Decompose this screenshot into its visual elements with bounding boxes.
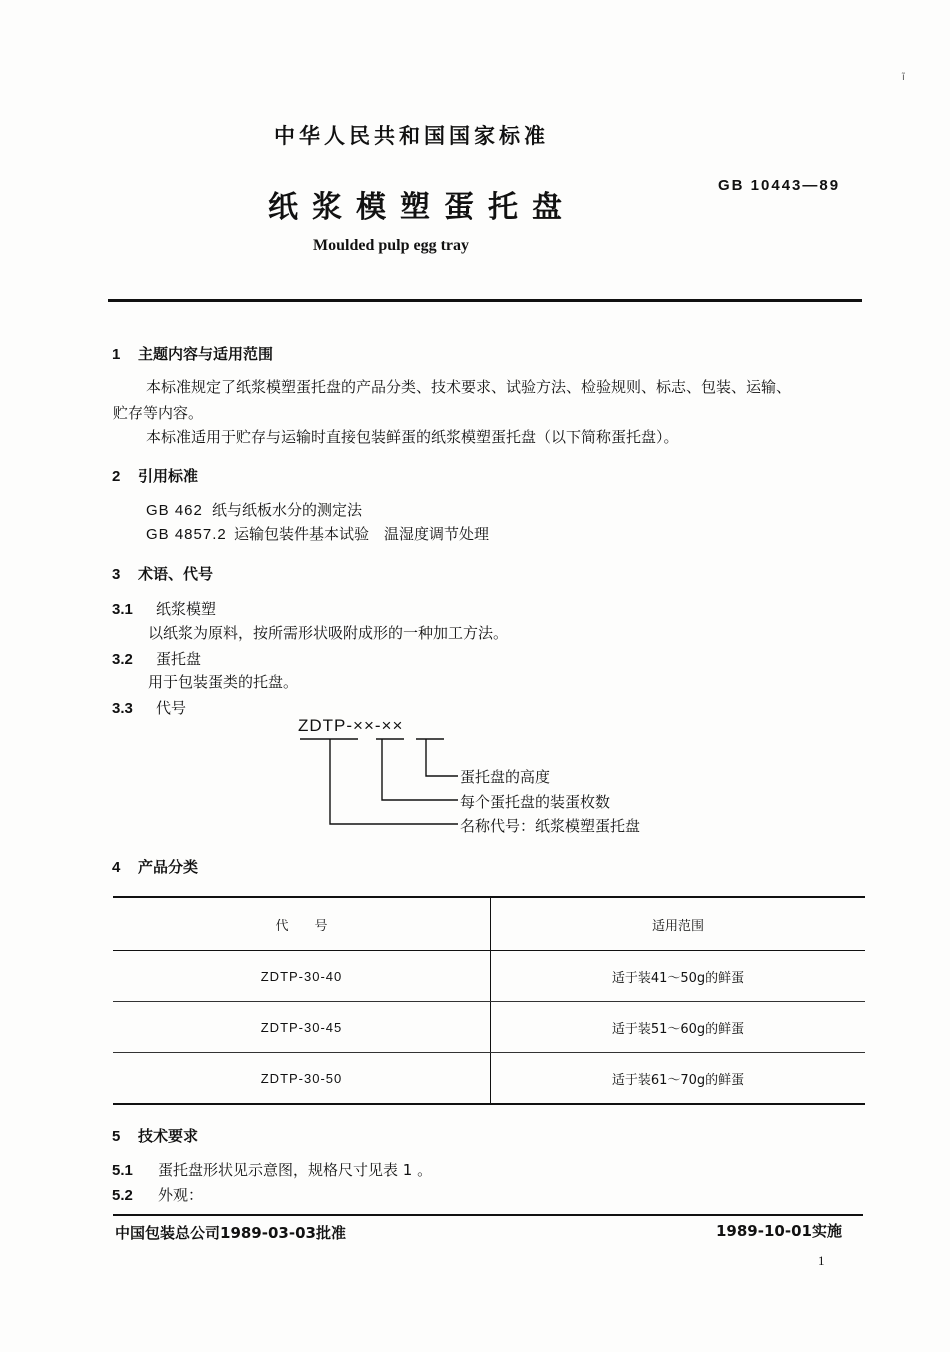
cell-scope: 适于装51～60g的鲜蛋 <box>491 1002 866 1053</box>
bottom-rule <box>113 1214 863 1216</box>
reference-item <box>146 523 489 544</box>
section-5-heading <box>112 1125 198 1146</box>
reference-name: 纸与纸板水分的测定法 <box>212 501 363 519</box>
section-title: 术语、代号 <box>138 565 214 583</box>
effective-date: 1989-10-01实施 <box>716 1222 842 1240</box>
table-row <box>113 1002 865 1053</box>
code-label-height: 蛋托盘的高度 <box>460 768 551 786</box>
s3-1-text: 以纸浆为原料，按所需形状吸附成形的一种加工方法。 <box>148 624 509 642</box>
table-header-row <box>113 897 865 951</box>
reference-name: 运输包装件基本试验 温湿度调节处理 <box>234 525 490 543</box>
section-number: 5 <box>112 1128 121 1145</box>
code-label-count: 每个蛋托盘的装蛋枚数 <box>460 793 611 811</box>
section-title: 技术要求 <box>138 1127 199 1145</box>
subsection-number: 5.1 <box>112 1162 133 1179</box>
subsection-3-1-heading <box>112 598 216 619</box>
page-number: 1 <box>818 1253 825 1268</box>
section-number: 4 <box>112 859 121 876</box>
leader-height <box>426 739 458 776</box>
header-scope: 适用范围 <box>491 897 866 951</box>
section-title: 产品分类 <box>138 858 199 876</box>
subsection-number: 3.2 <box>112 651 133 668</box>
leader-count <box>382 739 458 800</box>
product-classification-table <box>113 896 865 1105</box>
header-code: 代 号 <box>113 897 491 951</box>
section-number: 1 <box>112 346 121 363</box>
subsection-title: 纸浆模塑 <box>156 600 217 618</box>
leader-name <box>330 739 458 824</box>
cell-scope: 适于装61～70g的鲜蛋 <box>491 1053 866 1105</box>
s1-paragraph-2: 本标准适用于贮存与运输时直接包装鲜蛋的纸浆模塑蛋托盘（以下简称蛋托盘）。 <box>146 428 679 446</box>
section-1-heading <box>112 343 273 364</box>
cell-code: ZDTP-30-40 <box>113 951 491 1002</box>
subsection-text: 外观： <box>158 1186 204 1204</box>
top-rule <box>108 299 862 302</box>
section-2-heading <box>112 465 198 486</box>
subsection-number: 3.1 <box>112 601 133 618</box>
s1-paragraph-1b: 贮存等内容。 <box>113 404 204 422</box>
cell-scope: 适于装41～50g的鲜蛋 <box>491 951 866 1002</box>
standard-number: GB 10443—89 <box>718 177 841 194</box>
subsection-text: 蛋托盘形状见示意图，规格尺寸见表 1 。 <box>158 1161 433 1179</box>
title-chinese: 纸浆模塑蛋托盘 <box>268 190 576 225</box>
subsection-number: 3.3 <box>112 700 133 717</box>
subsection-number: 5.2 <box>112 1187 133 1204</box>
subsection-5-1 <box>112 1159 432 1180</box>
code-label-name: 名称代号：纸浆模塑蛋托盘 <box>460 817 641 835</box>
section-number: 2 <box>112 468 121 485</box>
code-pattern: ZDTP-××-×× <box>298 716 404 735</box>
table-row <box>113 951 865 1002</box>
subsection-3-3-heading <box>112 697 186 718</box>
national-standard-label: 中华人民共和国国家标准 <box>274 124 549 148</box>
reference-item <box>146 499 362 520</box>
corner-mark: ĩ <box>902 72 905 83</box>
section-title: 主题内容与适用范围 <box>138 345 274 363</box>
subsection-title: 代号 <box>156 699 187 717</box>
approval-line: 中国包装总公司1989-03-03批准 <box>115 1224 346 1242</box>
s3-2-text: 用于包装蛋类的托盘。 <box>148 673 299 691</box>
cell-code: ZDTP-30-45 <box>113 1002 491 1053</box>
code-structure-diagram <box>298 716 678 846</box>
reference-code: GB 4857.2 <box>146 526 227 543</box>
section-4-heading <box>112 856 198 877</box>
section-3-heading <box>112 563 213 584</box>
section-title: 引用标准 <box>138 467 199 485</box>
cell-code: ZDTP-30-50 <box>113 1053 491 1105</box>
subsection-3-2-heading <box>112 648 201 669</box>
subsection-5-2 <box>112 1184 203 1205</box>
subsection-title: 蛋托盘 <box>156 650 202 668</box>
title-english: Moulded pulp egg tray <box>313 237 470 254</box>
table-row <box>113 1053 865 1105</box>
reference-code: GB 462 <box>146 502 203 519</box>
section-number: 3 <box>112 566 121 583</box>
s1-paragraph-1a: 本标准规定了纸浆模塑蛋托盘的产品分类、技术要求、试验方法、检验规则、标志、包装、运输、 <box>146 378 792 396</box>
